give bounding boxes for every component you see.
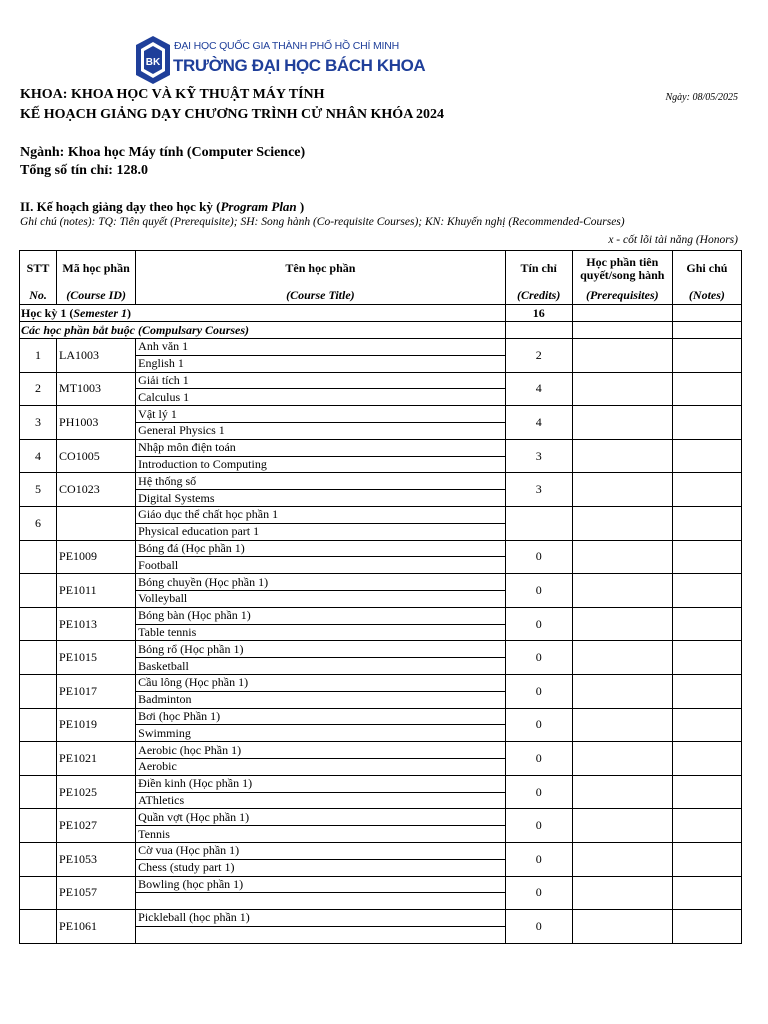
course-id: PE1015 — [57, 641, 136, 675]
col-credits-header: Tín chỉ — [505, 251, 572, 287]
course-no: 3 — [20, 406, 57, 440]
course-id: PE1009 — [57, 540, 136, 574]
course-notes — [672, 775, 741, 809]
course-prereq — [572, 506, 672, 540]
course-id: LA1003 — [57, 339, 136, 373]
course-name-en: English 1 — [136, 355, 506, 372]
course-name-vi: Bóng đá (Học phần 1) — [136, 540, 506, 557]
course-notes — [672, 540, 741, 574]
course-notes — [672, 910, 741, 944]
course-credits: 3 — [505, 439, 572, 473]
course-no: 6 — [20, 506, 57, 540]
course-credits: 4 — [505, 406, 572, 440]
table-row — [20, 607, 742, 624]
course-id: PE1025 — [57, 775, 136, 809]
col-notes-header-en: (Notes) — [672, 287, 741, 305]
course-no — [20, 742, 57, 776]
course-name-vi: Điền kinh (Học phần 1) — [136, 775, 506, 792]
course-name-vi: Nhập môn điện toán — [136, 439, 506, 456]
course-notes — [672, 339, 741, 373]
course-no — [20, 708, 57, 742]
course-credits: 0 — [505, 809, 572, 843]
course-name-en: General Physics 1 — [136, 422, 506, 439]
course-notes — [672, 842, 741, 876]
course-name-en: Chess (study part 1) — [136, 859, 506, 876]
course-name-en: Swimming — [136, 725, 506, 742]
course-name-en: Physical education part 1 — [136, 523, 506, 540]
course-prereq — [572, 910, 672, 944]
col-title-header: Tên học phần — [136, 251, 506, 287]
course-credits: 0 — [505, 540, 572, 574]
course-notes — [672, 574, 741, 608]
table-row — [20, 473, 742, 490]
course-credits: 0 — [505, 641, 572, 675]
course-name-vi: Bóng chuyền (Học phần 1) — [136, 574, 506, 591]
course-name-en: Aerobic — [136, 758, 506, 775]
table-row — [20, 540, 742, 557]
course-name-vi: Cầu lông (Học phần 1) — [136, 674, 506, 691]
course-id: PE1013 — [57, 607, 136, 641]
course-name-vi: Anh văn 1 — [136, 339, 506, 356]
table-row — [20, 842, 742, 859]
course-credits: 0 — [505, 742, 572, 776]
course-name-en: Introduction to Computing — [136, 456, 506, 473]
course-name-vi: Bóng rổ (Học phần 1) — [136, 641, 506, 658]
course-no — [20, 910, 57, 944]
plan-title: KẾ HOẠCH GIẢNG DẠY CHƯƠNG TRÌNH CỬ NHÂN KHÓA 2024 — [20, 107, 445, 122]
course-prereq — [572, 574, 672, 608]
course-prereq — [572, 876, 672, 910]
table-row — [20, 910, 742, 927]
course-name-vi: Pickleball (học phần 1) — [136, 910, 506, 927]
table-row — [20, 339, 742, 356]
course-prereq — [572, 607, 672, 641]
course-credits: 0 — [505, 876, 572, 910]
course-id: PE1053 — [57, 842, 136, 876]
semester-credits: 16 — [505, 305, 572, 322]
table-row — [20, 674, 742, 691]
course-id: PE1011 — [57, 574, 136, 608]
course-notes — [672, 439, 741, 473]
course-credits: 0 — [505, 842, 572, 876]
course-name-en: Tennis — [136, 826, 506, 843]
col-stt-header: STT — [20, 251, 57, 287]
logo-mark: BK — [145, 57, 161, 68]
course-id: MT1003 — [57, 372, 136, 406]
course-plan-table — [19, 250, 742, 944]
col-notes-header: Ghi chú — [672, 251, 741, 287]
course-name-en — [136, 893, 506, 910]
course-prereq — [572, 775, 672, 809]
course-prereq — [572, 439, 672, 473]
course-prereq — [572, 540, 672, 574]
course-name-en: Calculus 1 — [136, 389, 506, 406]
course-name-en: AThletics — [136, 792, 506, 809]
honors-legend: x - cốt lõi tài năng (Honors) — [608, 234, 738, 246]
course-notes — [672, 372, 741, 406]
course-name-vi: Bơi (học Phần 1) — [136, 708, 506, 725]
course-notes — [672, 876, 741, 910]
course-notes — [672, 674, 741, 708]
document-date: Ngày: 08/05/2025 — [665, 92, 738, 103]
course-name-vi: Aerobic (học Phần 1) — [136, 742, 506, 759]
course-notes — [672, 406, 741, 440]
course-credits: 2 — [505, 339, 572, 373]
course-name-en: Basketball — [136, 658, 506, 675]
course-prereq — [572, 641, 672, 675]
major-label: Ngành: Khoa học Máy tính (Computer Science) — [20, 145, 306, 160]
course-credits: 0 — [505, 708, 572, 742]
col-title-header-en: (Course Title) — [136, 287, 506, 305]
course-no — [20, 607, 57, 641]
table-row — [20, 372, 742, 389]
course-no — [20, 775, 57, 809]
course-notes — [672, 506, 741, 540]
table-row — [20, 742, 742, 759]
course-credits: 0 — [505, 775, 572, 809]
course-name-en: Table tennis — [136, 624, 506, 641]
course-notes — [672, 473, 741, 507]
course-name-vi: Quần vợt (Học phần 1) — [136, 809, 506, 826]
course-id: PE1019 — [57, 708, 136, 742]
course-no — [20, 809, 57, 843]
table-header-en-row — [20, 287, 742, 305]
course-id — [57, 506, 136, 540]
course-credits: 0 — [505, 674, 572, 708]
course-no: 2 — [20, 372, 57, 406]
course-no: 5 — [20, 473, 57, 507]
course-no — [20, 674, 57, 708]
course-prereq — [572, 742, 672, 776]
table-row — [20, 876, 742, 893]
table-row — [20, 809, 742, 826]
col-prereq-header: Học phần tiên quyết/song hành — [572, 251, 672, 287]
col-id-header: Mã học phần — [57, 251, 136, 287]
table-row — [20, 506, 742, 523]
course-name-en: Football — [136, 557, 506, 574]
bk-logo-icon — [136, 36, 170, 84]
course-credits — [505, 506, 572, 540]
course-name-vi: Giải tích 1 — [136, 372, 506, 389]
semester-row — [20, 305, 742, 322]
course-id: PE1057 — [57, 876, 136, 910]
section-title: II. Kế hoạch giảng dạy theo học kỳ (Program Plan ) — [20, 199, 305, 214]
table-row — [20, 775, 742, 792]
course-no — [20, 842, 57, 876]
course-no: 4 — [20, 439, 57, 473]
course-no — [20, 876, 57, 910]
course-name-vi: Bóng bàn (Học phần 1) — [136, 607, 506, 624]
course-id: PH1003 — [57, 406, 136, 440]
university-logo — [136, 36, 426, 84]
course-credits: 3 — [505, 473, 572, 507]
course-no — [20, 540, 57, 574]
course-id: CO1005 — [57, 439, 136, 473]
table-row — [20, 708, 742, 725]
course-credits: 4 — [505, 372, 572, 406]
course-notes — [672, 641, 741, 675]
col-credits-header-en: (Credits) — [505, 287, 572, 305]
course-prereq — [572, 339, 672, 373]
semester-label: Học kỳ 1 (Semester 1) — [20, 305, 506, 322]
group-label: Các học phần bắt buộc (Compulsary Courses) — [20, 322, 506, 339]
school-name: TRƯỜNG ĐẠI HỌC BÁCH KHOA — [173, 56, 426, 75]
course-name-en: Badminton — [136, 691, 506, 708]
course-name-vi: Cờ vua (Học phần 1) — [136, 842, 506, 859]
table-header-row — [20, 251, 742, 287]
course-name-en: Volleyball — [136, 590, 506, 607]
table-row — [20, 641, 742, 658]
course-prereq — [572, 473, 672, 507]
course-no — [20, 574, 57, 608]
course-id: PE1027 — [57, 809, 136, 843]
course-id: PE1061 — [57, 910, 136, 944]
university-name: ĐẠI HỌC QUỐC GIA THÀNH PHỐ HỒ CHÍ MINH — [174, 40, 399, 52]
total-credits: Tổng số tín chỉ: 128.0 — [20, 163, 148, 178]
course-id: PE1021 — [57, 742, 136, 776]
table-row — [20, 406, 742, 423]
course-id: CO1023 — [57, 473, 136, 507]
course-credits: 0 — [505, 574, 572, 608]
course-prereq — [572, 708, 672, 742]
table-row — [20, 574, 742, 591]
course-notes — [672, 607, 741, 641]
course-no: 1 — [20, 339, 57, 373]
course-prereq — [572, 372, 672, 406]
course-name-vi: Bowling (học phần 1) — [136, 876, 506, 893]
course-name-vi: Vật lý 1 — [136, 406, 506, 423]
course-name-en — [136, 926, 506, 943]
course-name-vi: Hệ thống số — [136, 473, 506, 490]
abbreviation-notes: Ghi chú (notes): TQ: Tiên quyết (Prerequisite); SH: Song hành (Co-requisite Courses); KN: Khuyến nghị (Recommended-Courses) — [20, 216, 625, 228]
course-notes — [672, 809, 741, 843]
course-no — [20, 641, 57, 675]
course-prereq — [572, 406, 672, 440]
course-name-en: Digital Systems — [136, 490, 506, 507]
course-notes — [672, 742, 741, 776]
course-credits: 0 — [505, 910, 572, 944]
course-notes — [672, 708, 741, 742]
col-stt-header-en: No. — [20, 287, 57, 305]
course-prereq — [572, 809, 672, 843]
col-id-header-en: (Course ID) — [57, 287, 136, 305]
group-row — [20, 322, 742, 339]
faculty-title: KHOA: KHOA HỌC VÀ KỸ THUẬT MÁY TÍNH — [20, 87, 325, 102]
course-name-vi: Giáo dục thể chất học phần 1 — [136, 506, 506, 523]
course-prereq — [572, 674, 672, 708]
col-prereq-header-en: (Prerequisites) — [572, 287, 672, 305]
course-prereq — [572, 842, 672, 876]
course-id: PE1017 — [57, 674, 136, 708]
table-row — [20, 439, 742, 456]
course-credits: 0 — [505, 607, 572, 641]
